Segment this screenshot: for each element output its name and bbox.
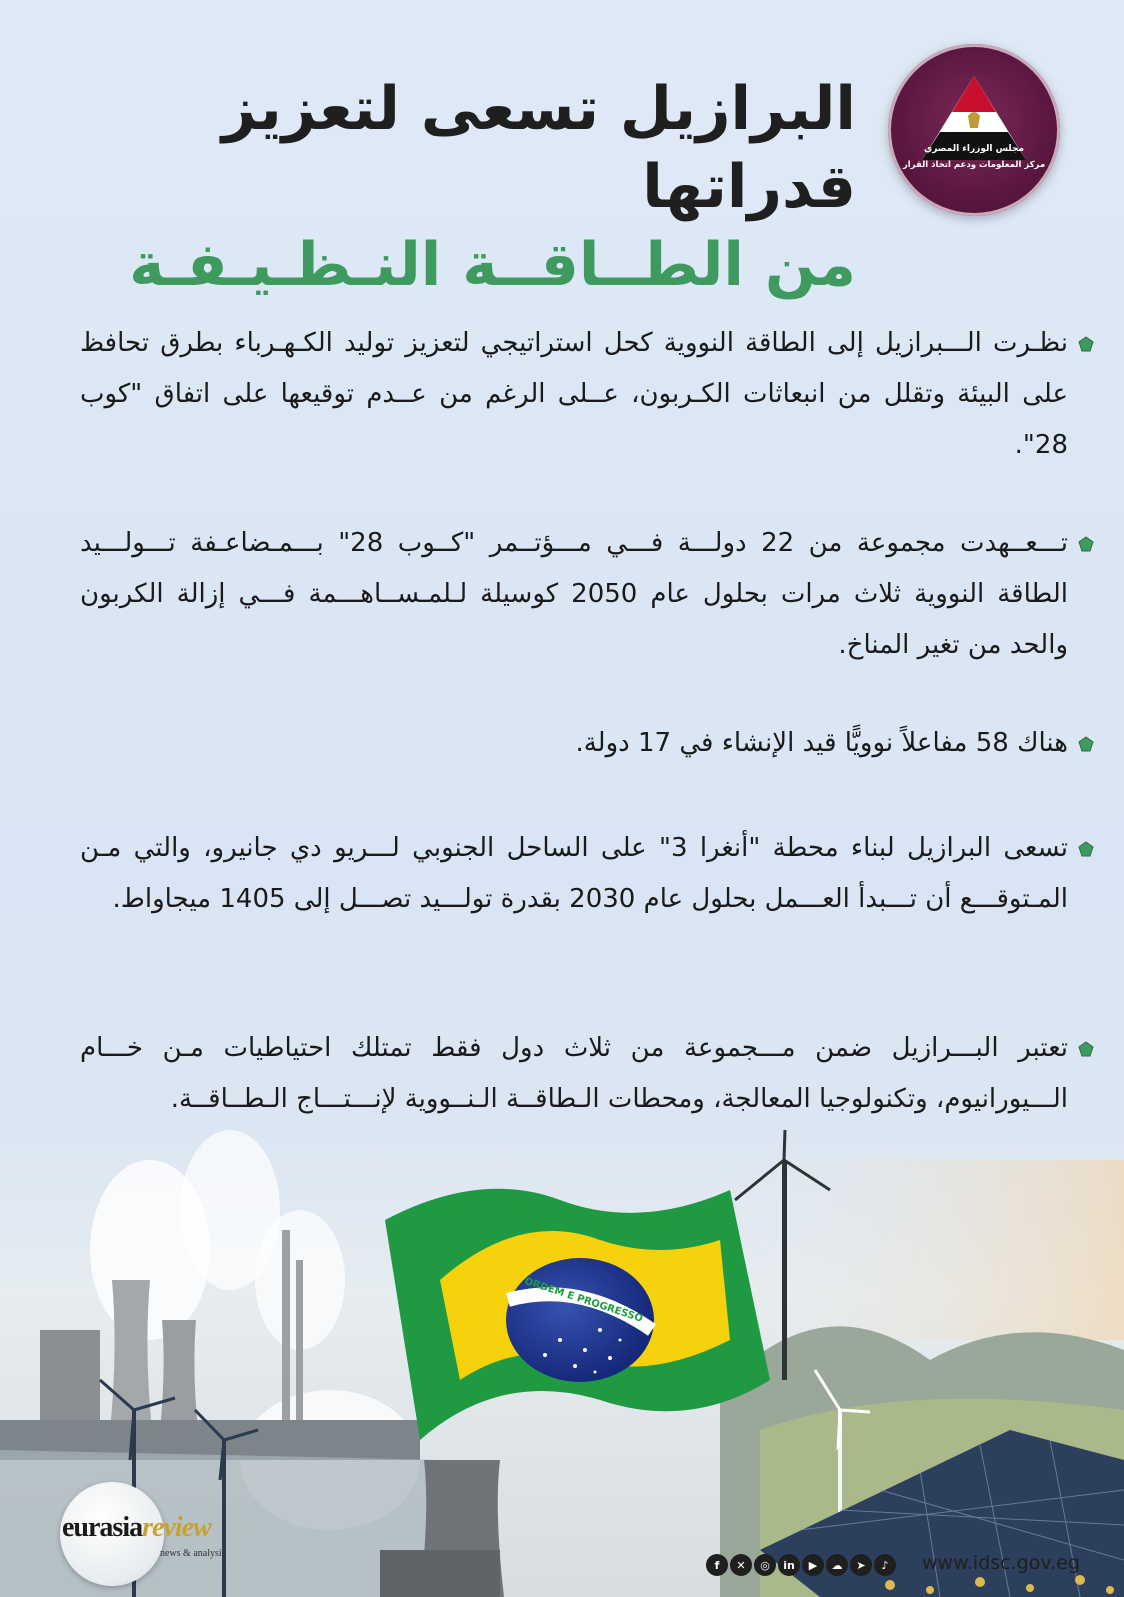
logo-line1: مجلس الوزراء المصري (923, 144, 1025, 154)
eurasia-tagline: news & analysis (160, 1548, 226, 1559)
website-link[interactable]: www.idsc.gov.eg (922, 1552, 1080, 1574)
pentagon-bullet-icon (1078, 536, 1094, 552)
linkedin-icon[interactable]: in (778, 1554, 800, 1576)
bullet-item: تعتبر البـــرازيل ضمن مـــجموعة من ثلاث دول فقط تمتلك احتياطيات مـن خـــام الـــيورانيوم، وتكنولوجيا المعالجة، ومحطات الـطاقــة الـنــووية لإنـــتـــاج الـطــاقــة. (80, 1023, 1094, 1125)
bullet-item: هناك 58 مفاعلاً نوويًّا قيد الإنشاء في 17 دولة. (80, 718, 1094, 769)
logo-line2: مركز المعلومات ودعم اتخاذ القرار (902, 160, 1046, 170)
bullet-item: تسعى البرازيل لبناء محطة "أنغرا 3" على الساحل الجنوبي لـــريو دي جانيرو، والتي مـن المـتوقـــع أن تـــبدأ العـــمل بحلول عام 2030 بقدرة تولـــيد تصـــل إلى 1405 ميجاواط. (80, 823, 1094, 925)
pentagon-bullet-icon (1078, 336, 1094, 352)
eurasia-review-logo (60, 1482, 260, 1586)
x-icon[interactable]: ✕ (730, 1554, 752, 1576)
pentagon-bullet-icon (1078, 1041, 1094, 1057)
tiktok-icon[interactable]: ♪ (874, 1554, 896, 1576)
youtube-icon[interactable]: ▶ (802, 1554, 824, 1576)
pentagon-bullet-icon (1078, 736, 1094, 752)
telegram-icon[interactable]: ➤ (850, 1554, 872, 1576)
flag-motto: ORDEM E PROGRESSO (522, 1275, 645, 1325)
pentagon-bullet-icon (1078, 841, 1094, 857)
eurasia-review-name: eurasiareview (62, 1512, 211, 1543)
bullet-item: تـــعــهدت مجموعة من 22 دولـــة فـــي مـــؤتــمر "كــوب 28" بـــمـضاعـفة تـــولـــيد الطاقة النووية ثلاث مرات بحلول عام 2050 كوسيلة لـلمـســاهـــمة فـــي إزالة الكربون والحد من تغير المناخ. (80, 518, 1094, 671)
soundcloud-icon[interactable]: ☁ (826, 1554, 848, 1576)
bullet-item: نظـرت الـــبرازيل إلى الطاقة النووية كحل استراتيجي لتعزيز توليد الكـهـرباء بطرق تحافظ على البيئة وتقلل من انبعاثات الكـربون، عــلى الرغم من عــدم توقيعها على اتفاق "كوب 28". (80, 318, 1094, 471)
page-title (56, 70, 856, 304)
title-line1: البرازيل تسعى لتعزيز قدراتها (221, 74, 856, 222)
social-icons-row (706, 1552, 896, 1578)
facebook-icon[interactable]: f (706, 1554, 728, 1576)
title-line2: من الطــاقــة النـظـيـفـة (129, 230, 856, 300)
instagram-icon[interactable]: ◎ (754, 1554, 776, 1576)
idsc-logo (888, 44, 1060, 216)
